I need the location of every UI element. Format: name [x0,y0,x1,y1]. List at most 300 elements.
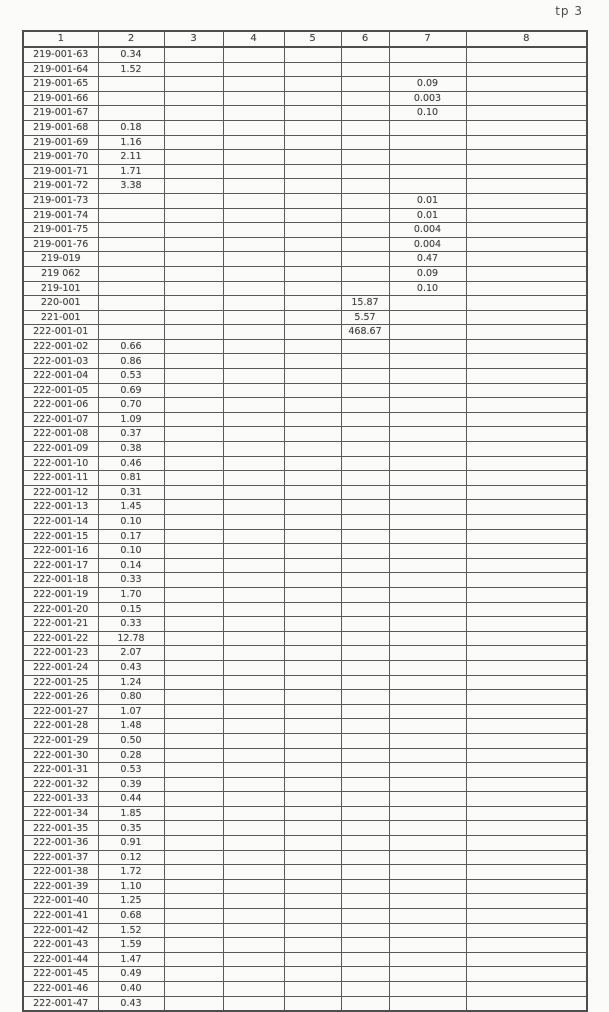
value-cell [284,135,341,150]
value-cell [223,763,284,778]
value-cell [389,967,466,982]
row-id-cell: 219-019 [23,252,98,267]
row-id-cell: 219-001-65 [23,77,98,92]
value-cell [341,412,389,427]
value-cell [341,471,389,486]
value-cell: 1.47 [98,952,164,967]
value-cell [389,952,466,967]
value-cell [341,690,389,705]
value-cell [223,777,284,792]
value-cell [389,164,466,179]
row-id-cell: 221-001 [23,310,98,325]
table-row [23,660,587,675]
value-cell [164,617,223,632]
table-row [23,909,587,924]
value-cell [223,660,284,675]
value-cell [341,617,389,632]
value-cell [341,763,389,778]
row-id-cell: 219-001-76 [23,237,98,252]
value-cell [341,733,389,748]
value-cell [284,296,341,311]
row-id-cell: 219-001-64 [23,62,98,77]
value-cell [164,310,223,325]
value-cell [466,529,587,544]
value-cell [223,281,284,296]
value-cell [466,996,587,1011]
value-cell [341,792,389,807]
table-row [23,223,587,238]
value-cell [223,135,284,150]
value-cell: 2.07 [98,646,164,661]
value-cell [223,544,284,559]
value-cell [223,967,284,982]
value-cell: 0.18 [98,120,164,135]
row-id-cell: 219-001-63 [23,47,98,62]
value-cell [466,544,587,559]
value-cell [341,719,389,734]
value-cell [466,164,587,179]
value-cell [98,91,164,106]
row-id-cell: 222-001-46 [23,982,98,997]
value-cell [164,982,223,997]
row-id-cell: 222-001-41 [23,909,98,924]
value-cell [284,573,341,588]
value-cell [466,150,587,165]
value-cell: 15.87 [341,296,389,311]
value-cell [223,733,284,748]
value-cell [466,77,587,92]
value-cell [284,164,341,179]
row-id-cell: 219-101 [23,281,98,296]
value-cell [466,982,587,997]
row-id-cell: 222-001-38 [23,865,98,880]
table-row [23,266,587,281]
table-row [23,383,587,398]
value-cell [341,208,389,223]
value-cell [389,150,466,165]
table-row [23,573,587,588]
value-cell [341,515,389,530]
table-row [23,719,587,734]
value-cell [466,296,587,311]
value-cell [284,602,341,617]
table-row [23,558,587,573]
value-cell [389,412,466,427]
value-cell [389,427,466,442]
value-cell [466,325,587,340]
value-cell [389,456,466,471]
row-id-cell: 222-001-12 [23,485,98,500]
table-row [23,412,587,427]
value-cell [164,573,223,588]
value-cell: 0.47 [389,252,466,267]
value-cell [341,529,389,544]
table-row [23,923,587,938]
value-cell: 0.70 [98,398,164,413]
value-cell [466,602,587,617]
row-id-cell: 219-001-68 [23,120,98,135]
value-cell [466,894,587,909]
value-cell [341,354,389,369]
table-row [23,529,587,544]
value-cell [389,733,466,748]
table-row [23,836,587,851]
value-cell [223,485,284,500]
value-cell [223,193,284,208]
value-cell [164,339,223,354]
value-cell [223,806,284,821]
value-cell [223,427,284,442]
table-row [23,135,587,150]
table-row [23,777,587,792]
value-cell [466,748,587,763]
value-cell [389,383,466,398]
row-id-cell: 222-001-10 [23,456,98,471]
value-cell [284,281,341,296]
value-cell [164,150,223,165]
value-cell [466,310,587,325]
value-cell [466,836,587,851]
value-cell [466,62,587,77]
value-cell [164,427,223,442]
value-cell: 0.68 [98,909,164,924]
value-cell [164,471,223,486]
value-cell: 0.33 [98,573,164,588]
value-cell [466,442,587,457]
table-row [23,763,587,778]
row-id-cell: 222-001-28 [23,719,98,734]
value-cell [164,62,223,77]
value-cell [466,120,587,135]
value-cell [223,529,284,544]
value-cell [164,77,223,92]
value-cell [284,237,341,252]
value-cell [164,223,223,238]
table-row [23,281,587,296]
value-cell [341,252,389,267]
value-cell [284,748,341,763]
value-cell [164,515,223,530]
value-cell [389,558,466,573]
value-cell [284,763,341,778]
row-id-cell: 222-001-15 [23,529,98,544]
value-cell: 0.10 [389,106,466,121]
table-row [23,602,587,617]
value-cell [284,442,341,457]
value-cell [284,427,341,442]
value-cell: 0.10 [98,515,164,530]
row-id-cell: 219-001-70 [23,150,98,165]
column-header: 8 [466,31,587,47]
table-row [23,120,587,135]
value-cell [284,631,341,646]
table-row [23,733,587,748]
value-cell [164,281,223,296]
value-cell [341,106,389,121]
value-cell [341,193,389,208]
value-cell [389,850,466,865]
value-cell [164,500,223,515]
value-cell [223,587,284,602]
value-cell [466,821,587,836]
column-header: 4 [223,31,284,47]
table-row [23,164,587,179]
value-cell [223,617,284,632]
value-cell [223,719,284,734]
value-cell [389,485,466,500]
value-cell [389,544,466,559]
row-id-cell: 222-001-35 [23,821,98,836]
value-cell [223,515,284,530]
value-cell [164,894,223,909]
value-cell: 0.28 [98,748,164,763]
row-id-cell: 222-001-01 [23,325,98,340]
value-cell [466,909,587,924]
value-cell [223,471,284,486]
value-cell [164,806,223,821]
value-cell [389,573,466,588]
value-cell: 0.01 [389,193,466,208]
data-table [22,30,588,1012]
table-row [23,456,587,471]
value-cell [389,442,466,457]
value-cell [223,208,284,223]
table-row [23,427,587,442]
value-cell [466,500,587,515]
value-cell [466,281,587,296]
value-cell [284,120,341,135]
value-cell [164,748,223,763]
row-id-cell: 222-001-25 [23,675,98,690]
value-cell [164,208,223,223]
row-id-cell: 222-001-43 [23,938,98,953]
table-row [23,193,587,208]
table-row [23,952,587,967]
value-cell [389,996,466,1011]
value-cell [389,617,466,632]
value-cell [284,485,341,500]
value-cell [389,923,466,938]
table-row [23,690,587,705]
value-cell [466,135,587,150]
value-cell [284,179,341,194]
value-cell [466,865,587,880]
value-cell [341,456,389,471]
value-cell [341,850,389,865]
value-cell [341,675,389,690]
value-cell [466,91,587,106]
value-cell [466,427,587,442]
value-cell [389,354,466,369]
row-id-cell: 222-001-20 [23,602,98,617]
table-row [23,748,587,763]
value-cell [223,602,284,617]
row-id-cell: 222-001-08 [23,427,98,442]
value-cell [98,77,164,92]
value-cell [223,164,284,179]
value-cell [284,558,341,573]
value-cell [164,106,223,121]
row-id-cell: 219-001-71 [23,164,98,179]
value-cell [98,281,164,296]
value-cell [223,47,284,62]
table-row [23,894,587,909]
value-cell [341,47,389,62]
value-cell [284,938,341,953]
value-cell [164,193,223,208]
value-cell [223,894,284,909]
value-cell [466,398,587,413]
value-cell: 0.33 [98,617,164,632]
value-cell: 1.24 [98,675,164,690]
value-cell: 0.004 [389,223,466,238]
value-cell [284,456,341,471]
value-cell: 2.11 [98,150,164,165]
value-cell [341,442,389,457]
row-id-cell: 222-001-37 [23,850,98,865]
value-cell [389,938,466,953]
row-id-cell: 222-001-05 [23,383,98,398]
value-cell [223,398,284,413]
value-cell: 0.38 [98,442,164,457]
value-cell [223,909,284,924]
value-cell [164,967,223,982]
value-cell [466,471,587,486]
column-header: 2 [98,31,164,47]
value-cell [341,427,389,442]
value-cell [284,806,341,821]
table-row [23,792,587,807]
value-cell [223,821,284,836]
value-cell: 0.53 [98,369,164,384]
header-row [23,31,587,47]
value-cell [284,690,341,705]
row-id-cell: 222-001-07 [23,412,98,427]
value-cell [466,792,587,807]
value-cell: 1.85 [98,806,164,821]
table-row [23,237,587,252]
row-id-cell: 220-001 [23,296,98,311]
value-cell [389,310,466,325]
value-cell [284,777,341,792]
value-cell [98,266,164,281]
value-cell [284,675,341,690]
value-cell [164,763,223,778]
value-cell [223,850,284,865]
value-cell [164,996,223,1011]
table-row [23,339,587,354]
row-id-cell: 222-001-22 [23,631,98,646]
value-cell: 1.48 [98,719,164,734]
row-id-cell: 219-001-72 [23,179,98,194]
value-cell [284,894,341,909]
table-row [23,515,587,530]
value-cell [466,923,587,938]
value-cell [466,675,587,690]
value-cell [164,544,223,559]
value-cell [164,266,223,281]
row-id-cell: 222-001-13 [23,500,98,515]
value-cell [341,120,389,135]
value-cell [341,996,389,1011]
row-id-cell: 222-001-30 [23,748,98,763]
value-cell: 1.07 [98,704,164,719]
value-cell [389,631,466,646]
value-cell [223,354,284,369]
value-cell [341,62,389,77]
value-cell [223,412,284,427]
value-cell [341,879,389,894]
value-cell [223,383,284,398]
row-id-cell: 222-001-29 [23,733,98,748]
value-cell [98,237,164,252]
value-cell: 0.66 [98,339,164,354]
value-cell [389,879,466,894]
value-cell [98,296,164,311]
row-id-cell: 219-001-75 [23,223,98,238]
value-cell [284,339,341,354]
value-cell [284,266,341,281]
value-cell [223,631,284,646]
row-id-cell: 222-001-02 [23,339,98,354]
value-cell [341,383,389,398]
value-cell [284,719,341,734]
table-row [23,646,587,661]
value-cell [98,106,164,121]
value-cell [466,266,587,281]
value-cell [164,529,223,544]
value-cell [223,836,284,851]
value-cell: 0.43 [98,660,164,675]
value-cell [389,398,466,413]
value-cell [223,339,284,354]
value-cell [164,850,223,865]
value-cell [223,573,284,588]
value-cell [389,836,466,851]
value-cell [341,982,389,997]
value-cell [164,938,223,953]
column-header: 6 [341,31,389,47]
value-cell [223,77,284,92]
value-cell [389,325,466,340]
value-cell [164,369,223,384]
value-cell [466,515,587,530]
column-header: 7 [389,31,466,47]
value-cell [284,325,341,340]
value-cell [223,179,284,194]
value-cell [466,412,587,427]
value-cell [466,719,587,734]
value-cell [164,325,223,340]
table-row [23,631,587,646]
value-cell: 1.16 [98,135,164,150]
value-cell [466,777,587,792]
value-cell [284,879,341,894]
value-cell [284,923,341,938]
value-cell [164,646,223,661]
value-cell [284,821,341,836]
value-cell: 0.09 [389,266,466,281]
value-cell [284,733,341,748]
value-cell [284,996,341,1011]
value-cell: 0.15 [98,602,164,617]
row-id-cell: 222-001-09 [23,442,98,457]
value-cell: 0.43 [98,996,164,1011]
value-cell [466,733,587,748]
value-cell [389,909,466,924]
row-id-cell: 222-001-11 [23,471,98,486]
value-cell [389,179,466,194]
